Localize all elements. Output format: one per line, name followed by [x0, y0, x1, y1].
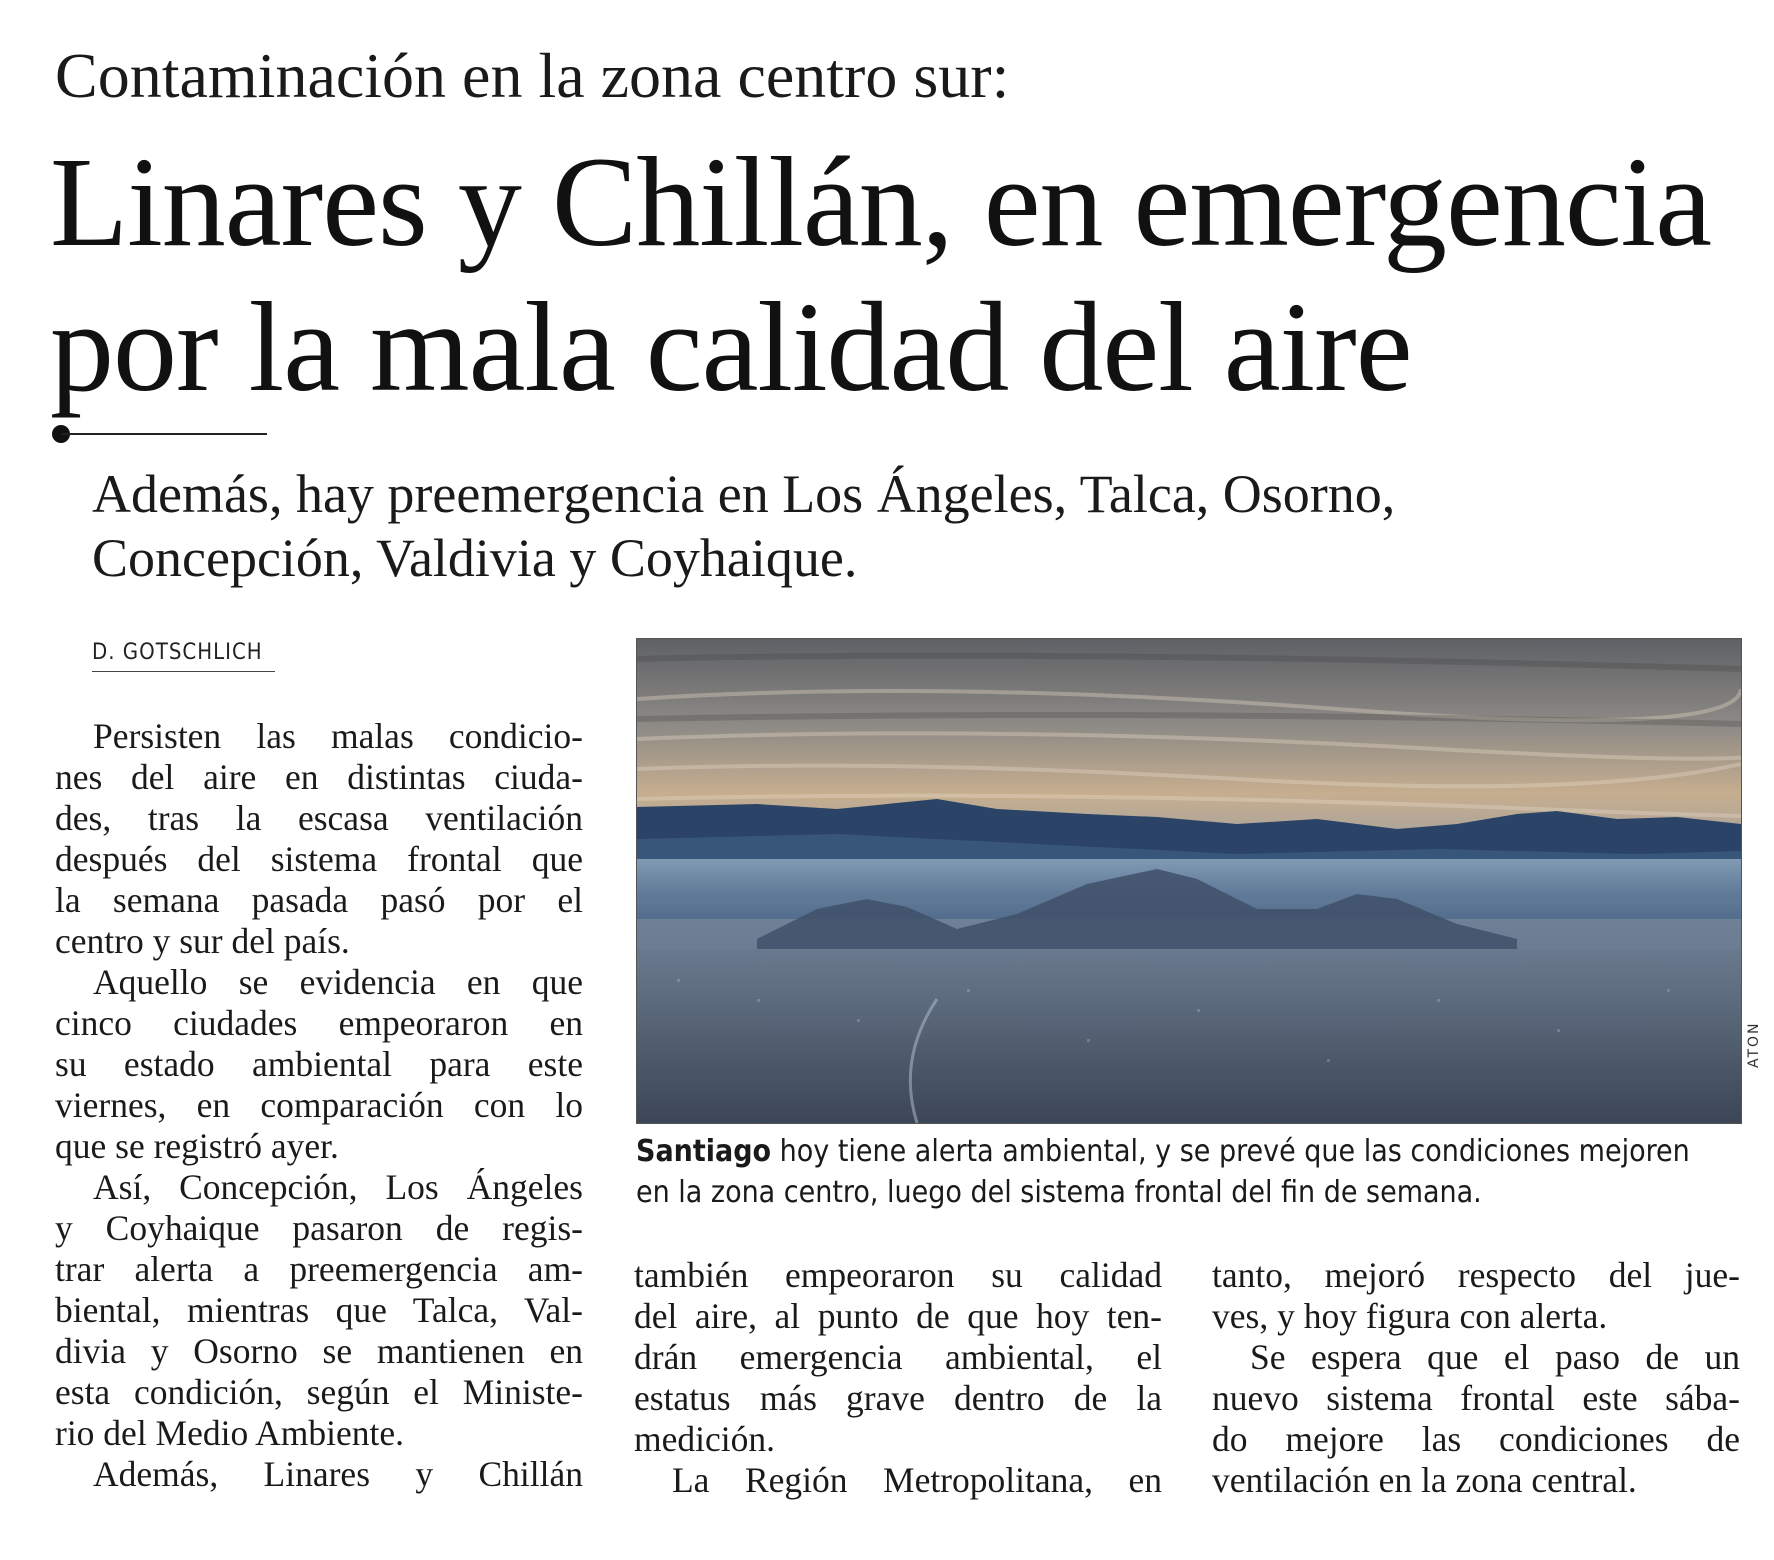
- text-line: ventilación en la zona central.: [1212, 1460, 1637, 1500]
- text-line: la semana pasada pasó por el: [55, 880, 583, 920]
- divider-line: [62, 433, 267, 435]
- photo-credit: ATON: [1746, 1021, 1762, 1068]
- text-line: Así, Concepción, Los Ángeles: [93, 1167, 583, 1207]
- text-line: cinco ciudades empeoraron en: [55, 1003, 583, 1043]
- text-line: medición.: [634, 1419, 775, 1459]
- photo-illustration: [637, 639, 1741, 1123]
- text-line: drán emergencia ambiental, el: [634, 1337, 1162, 1377]
- text-line: su estado ambiental para este: [55, 1044, 583, 1084]
- photo-caption: [636, 1131, 1746, 1213]
- text-line: Se espera que el paso de un: [1250, 1337, 1740, 1377]
- text-line: que se registró ayer.: [55, 1126, 339, 1166]
- santiago-smog-photo: [636, 638, 1742, 1124]
- text-line: rio del Medio Ambiente.: [55, 1413, 405, 1453]
- byline: D. GOTSCHLICH: [92, 640, 275, 672]
- article-column-1: [55, 716, 583, 1495]
- caption-lead: Santiago: [636, 1134, 772, 1169]
- text-line: biental, mientras que Talca, Val-: [55, 1290, 583, 1330]
- text-line: Aquello se evidencia en que: [93, 962, 583, 1002]
- text-line: y Coyhaique pasaron de regis-: [55, 1208, 583, 1248]
- caption-line: en la zona centro, luego del sistema frontal del fin de semana.: [636, 1175, 1482, 1210]
- text-line: esta condición, según el Ministe-: [55, 1372, 583, 1412]
- text-line: viernes, en comparación con lo: [55, 1085, 583, 1125]
- text-line: estatus más grave dentro de la: [634, 1378, 1162, 1418]
- text-line: des, tras la escasa ventilación: [55, 798, 583, 838]
- deck-line: Concepción, Valdivia y Coyhaique.: [92, 528, 858, 588]
- text-line: también empeoraron su calidad: [634, 1255, 1162, 1295]
- text-line: ves, y hoy figura con alerta.: [1212, 1296, 1608, 1336]
- headline-line: Linares y Chillán, en emergencia: [50, 131, 1711, 273]
- text-line: tanto, mejoró respecto del jue-: [1212, 1255, 1740, 1295]
- deck: [92, 462, 1712, 590]
- text-line: La Región Metropolitana, en: [672, 1460, 1162, 1500]
- text-line: después del sistema frontal que: [55, 839, 583, 879]
- text-line: del aire, al punto de que hoy ten-: [634, 1296, 1162, 1336]
- text-line: Además, Linares y Chillán: [93, 1454, 583, 1494]
- headline: [50, 130, 1730, 420]
- caption-line: [636, 1131, 1746, 1172]
- text-line: do mejore las condiciones de: [1212, 1419, 1740, 1459]
- deck-line: Además, hay preemergencia en Los Ángeles, Talca, Osorno,: [92, 464, 1396, 524]
- kicker: Contaminación en la zona centro sur:: [55, 40, 1010, 111]
- text-line: nuevo sistema frontal este sába-: [1212, 1378, 1740, 1418]
- text-line: Persisten las malas condicio-: [93, 716, 583, 756]
- text-line: divia y Osorno se mantienen en: [55, 1331, 583, 1371]
- article-column-2: [634, 1255, 1162, 1501]
- caption-text: hoy tiene alerta ambiental, y se prevé que las condiciones mejoren: [771, 1134, 1690, 1169]
- text-line: nes del aire en distintas ciuda-: [55, 757, 583, 797]
- article-column-3: [1212, 1255, 1740, 1501]
- headline-line: por la mala calidad del aire: [50, 276, 1412, 418]
- text-line: centro y sur del país.: [55, 921, 350, 961]
- text-line: trar alerta a preemergencia am-: [55, 1249, 583, 1289]
